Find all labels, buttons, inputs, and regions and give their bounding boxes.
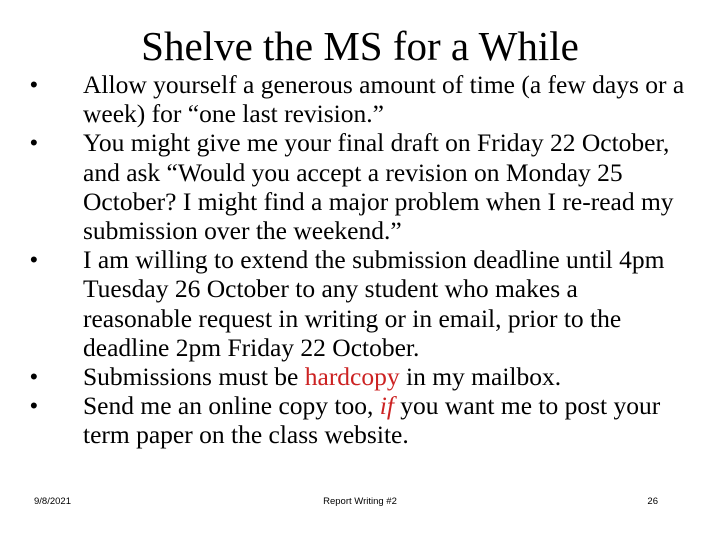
bullet-text: You might give me your final draft on Friday 22 October, and ask “Would you accept a revision on Monday 25 October? I might find a major problem when I re-read my submission over the weekend.”	[83, 128, 674, 246]
bullet-item-online-copy	[30, 391, 690, 449]
bullet-list	[30, 70, 690, 450]
bullet-item-extension	[30, 245, 690, 362]
bullet-item-time	[30, 70, 690, 128]
footer-page-number: 26	[647, 496, 658, 507]
bullet-icon: •	[30, 247, 38, 273]
bullet-item-hardcopy	[30, 362, 690, 391]
bullet-text: I am willing to extend the submission deadline until 4pm Tuesday 26 October to any student who makes a reasonable request in writing or in email, prior to the deadline 2pm Friday 22 October.	[83, 245, 665, 362]
bullet-icon: •	[30, 72, 38, 97]
highlight-hardcopy: hardcopy	[304, 362, 400, 392]
bullet-text-after: you want me to post your term paper on the class website.	[83, 391, 661, 450]
bullet-item-final-draft	[30, 128, 690, 245]
footer-date: 9/8/2021	[34, 496, 71, 507]
highlight-if: if	[379, 391, 394, 421]
bullet-icon: •	[30, 393, 38, 419]
bullet-text-before: Send me an online copy too,	[83, 391, 380, 421]
footer-title: Report Writing #2	[323, 496, 397, 507]
bullet-text-after: in my mailbox.	[399, 362, 562, 392]
bullet-text-before: Submissions must be	[83, 362, 305, 392]
bullet-icon: •	[30, 364, 38, 390]
slide-title: Shelve the MS for a While	[141, 23, 579, 69]
bullet-text: Allow yourself a generous amount of time (a few days or a week) for “one last revision.”	[83, 70, 685, 129]
bullet-icon: •	[30, 130, 38, 156]
